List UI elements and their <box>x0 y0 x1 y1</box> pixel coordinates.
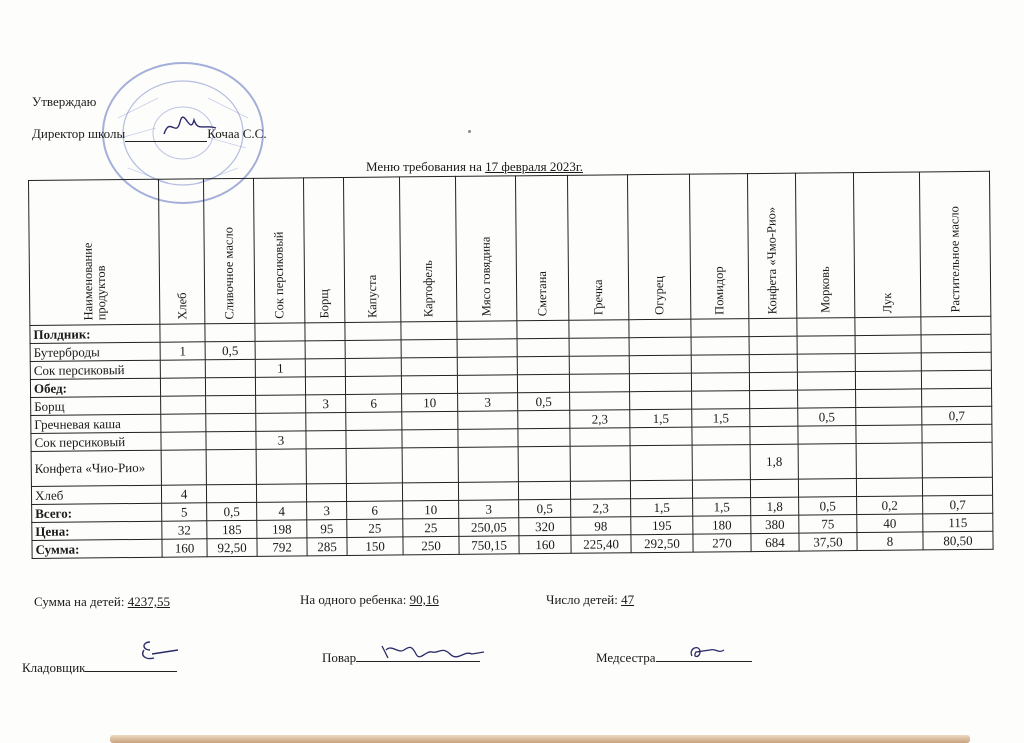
table-cell <box>855 317 921 336</box>
per-child-value: 90,16 <box>409 592 439 607</box>
children-total-value: 4237,55 <box>127 594 170 609</box>
table-cell <box>206 395 256 413</box>
children-count <box>546 592 634 608</box>
table-cell <box>750 390 798 408</box>
row-label: Борщ <box>31 396 161 415</box>
column-header-text: Мясо говядина <box>478 236 494 317</box>
table-cell <box>346 483 402 502</box>
column-header <box>747 173 796 318</box>
column-header-text: Борщ <box>317 288 332 319</box>
table-cell <box>856 425 922 444</box>
per-child <box>300 592 439 608</box>
menu-table-container <box>28 171 980 572</box>
table-cell <box>306 483 346 501</box>
column-header-text: Сок персиковый <box>271 231 287 319</box>
table-cell <box>305 358 345 376</box>
menu-table <box>28 171 994 559</box>
table-cell <box>517 374 569 392</box>
table-cell <box>750 479 798 497</box>
table-cell: 1,5 <box>693 498 751 517</box>
table-cell <box>345 358 401 377</box>
column-header-text: Сметана <box>534 270 550 317</box>
table-cell <box>345 340 401 359</box>
table-cell <box>692 445 750 481</box>
table-cell <box>798 479 856 498</box>
table-cell: 1 <box>160 342 205 360</box>
table-cell: 195 <box>631 516 693 535</box>
column-header <box>455 176 516 322</box>
table-cell <box>570 446 630 482</box>
table-cell <box>306 448 346 483</box>
table-cell <box>256 413 306 431</box>
column-header-text: Помидор <box>711 265 727 315</box>
table-cell: 0,5 <box>519 499 571 517</box>
table-cell: 40 <box>857 514 923 533</box>
title-date: 17 февраля 2023г. <box>485 159 583 174</box>
table-cell: 1,8 <box>751 497 799 515</box>
row-label: Обед: <box>30 378 160 397</box>
table-cell: 750,15 <box>459 536 519 555</box>
table-cell <box>346 412 402 431</box>
table-cell <box>691 373 749 392</box>
table-cell <box>206 431 256 449</box>
table-cell: 25 <box>403 518 459 537</box>
table-cell <box>855 335 921 354</box>
row-label: Конфета «Чио-Рио» <box>31 450 161 486</box>
table-cell: 5 <box>162 503 207 521</box>
table-cell <box>255 341 305 359</box>
table-cell: 185 <box>207 520 257 538</box>
column-header <box>689 174 748 320</box>
table-cell <box>346 430 402 449</box>
table-cell <box>856 443 922 479</box>
table-cell <box>517 338 569 356</box>
storekeeper-label: Кладовщик <box>22 660 86 675</box>
storekeeper-signature-line <box>85 671 177 672</box>
director-label: Директор школы <box>32 126 126 141</box>
table-cell <box>457 321 517 340</box>
table-cell: 225,40 <box>571 535 631 554</box>
table-cell <box>518 481 570 499</box>
table-cell <box>569 320 629 339</box>
table-cell: 25 <box>347 519 403 538</box>
table-cell: 180 <box>693 516 751 535</box>
table-cell: 160 <box>519 535 571 553</box>
column-header <box>303 177 344 322</box>
table-cell <box>457 375 517 394</box>
director-line <box>32 126 267 142</box>
table-cell: 115 <box>923 513 993 532</box>
column-header <box>795 173 854 319</box>
table-cell <box>630 427 692 446</box>
table-cell <box>458 411 518 430</box>
row-label: Сумма: <box>32 539 162 558</box>
table-cell <box>160 378 205 396</box>
table-cell <box>160 360 205 378</box>
table-cell <box>922 388 992 407</box>
table-cell <box>856 407 922 426</box>
table-cell: 1,5 <box>630 409 692 428</box>
table-cell: 0,2 <box>857 496 923 515</box>
nurse-line <box>596 650 752 666</box>
table-cell <box>570 392 630 411</box>
table-cell: 292,50 <box>631 534 693 553</box>
storekeeper-signature <box>132 636 182 664</box>
column-header-text: Огурец <box>651 275 667 316</box>
table-cell: 10 <box>403 500 459 519</box>
table-cell <box>345 322 401 341</box>
table-cell: 0,7 <box>923 495 993 514</box>
column-header-text: Хлеб <box>174 292 189 320</box>
table-cell <box>630 480 692 499</box>
column-header-text: Морковь <box>817 266 833 314</box>
row-label: Хлеб <box>31 485 161 504</box>
children-count-value: 47 <box>621 592 635 607</box>
table-header-row <box>29 171 991 325</box>
table-cell <box>921 316 991 335</box>
table-cell: 250,05 <box>459 518 519 537</box>
table-cell <box>161 414 206 432</box>
table-cell <box>205 377 255 395</box>
table-cell <box>750 408 798 426</box>
table-cell: 160 <box>162 539 207 557</box>
table-cell <box>161 432 206 450</box>
column-header <box>399 176 456 322</box>
column-header <box>343 177 400 323</box>
table-cell <box>256 395 306 413</box>
table-cell: 80,50 <box>923 531 993 550</box>
table-cell <box>255 377 305 395</box>
column-header-text: Лук <box>880 292 895 313</box>
table-cell: 1,5 <box>631 498 693 517</box>
title-prefix: Меню требования на <box>366 159 486 174</box>
table-cell <box>921 352 991 371</box>
column-header-text: Картофель <box>420 260 436 318</box>
table-cell: 684 <box>751 533 799 551</box>
page-title <box>366 159 583 175</box>
row-label: Сок персиковый <box>31 432 161 451</box>
approve-label: Утверждаю <box>32 94 97 109</box>
table-cell <box>161 450 206 485</box>
table-cell <box>518 410 570 428</box>
table-cell: 0,5 <box>799 497 857 516</box>
table-cell: 380 <box>751 515 799 533</box>
corner-header-text: Наименование продуктов <box>80 242 108 321</box>
column-header-text: Капуста <box>364 274 380 318</box>
children-total-label: Сумма на детей: <box>34 594 128 609</box>
table-cell <box>922 477 992 496</box>
table-cell: 1,8 <box>750 444 798 479</box>
table-cell <box>797 336 855 355</box>
nurse-label: Медсестра <box>596 650 656 665</box>
table-cell <box>306 412 346 430</box>
table-cell <box>205 359 255 377</box>
scan-speck <box>468 130 471 133</box>
table-cell: 150 <box>347 537 403 556</box>
table-cell <box>160 324 205 342</box>
table-cell <box>855 371 921 390</box>
table-cell: 10 <box>402 393 458 412</box>
table-cell: 6 <box>347 501 403 520</box>
table-cell <box>256 449 306 484</box>
column-header <box>515 175 568 320</box>
table-cell <box>749 318 797 336</box>
table-cell: 3 <box>256 431 306 449</box>
table-cell <box>797 372 855 391</box>
table-cell <box>798 426 856 445</box>
table-cell <box>922 424 992 443</box>
table-cell <box>630 391 692 410</box>
table-cell: 8 <box>857 532 923 551</box>
table-cell: 32 <box>162 521 207 539</box>
director-signature <box>160 112 220 142</box>
table-cell <box>856 389 922 408</box>
table-cell <box>570 481 630 500</box>
table-cell <box>749 336 797 354</box>
table-cell: 92,50 <box>207 538 257 556</box>
table-cell <box>205 323 255 341</box>
table-cell <box>402 482 458 501</box>
table-cell <box>569 356 629 375</box>
table-cell <box>797 318 855 337</box>
table-cell: 1 <box>255 359 305 377</box>
table-cell <box>922 442 992 478</box>
cook-signature <box>378 640 488 664</box>
table-cell <box>691 355 749 374</box>
table-cell: 250 <box>403 536 459 555</box>
table-cell <box>206 484 256 502</box>
column-header <box>919 171 990 317</box>
cook-label: Повар <box>322 650 357 665</box>
table-cell: 4 <box>257 502 307 520</box>
table-cell <box>629 319 691 338</box>
table-cell <box>629 337 691 356</box>
table-cell: 3 <box>307 501 347 519</box>
children-count-label: Число детей: <box>546 592 622 607</box>
table-cell: 0,7 <box>922 406 992 425</box>
table-cell: 2,3 <box>570 410 630 429</box>
table-cell: 3 <box>458 393 518 412</box>
table-cell <box>458 447 518 483</box>
column-header-text: Конфета «Чмо-Рио» <box>764 206 780 314</box>
table-cell: 0,5 <box>207 502 257 520</box>
table-cell <box>569 374 629 393</box>
table-cell: 4 <box>161 485 206 503</box>
table-cell <box>346 448 402 484</box>
corner-header <box>29 179 160 325</box>
table-cell <box>798 444 856 480</box>
table-cell <box>305 322 345 340</box>
table-cell: 285 <box>307 537 347 555</box>
table-cell <box>305 376 345 394</box>
table-cell: 320 <box>519 517 571 535</box>
table-cell <box>518 446 570 481</box>
row-label: Сок персиковый <box>30 360 160 379</box>
table-cell <box>206 413 256 431</box>
table-cell: 37,50 <box>799 533 857 552</box>
table-cell <box>401 339 457 358</box>
table-cell <box>457 357 517 376</box>
table-cell <box>401 321 457 340</box>
table-cell <box>629 373 691 392</box>
table-cell <box>630 445 692 481</box>
column-header-text: Сливочное масло <box>221 226 237 320</box>
table-cell <box>401 357 457 376</box>
table-cell: 3 <box>306 394 346 412</box>
table-cell: 1,5 <box>692 409 750 428</box>
scan-edge-strip <box>110 735 970 743</box>
table-cell <box>921 334 991 353</box>
table-cell: 0,5 <box>798 408 856 427</box>
table-cell <box>518 428 570 446</box>
table-cell <box>402 447 458 483</box>
table-cell <box>517 320 569 338</box>
table-cell <box>629 355 691 374</box>
table-cell <box>569 338 629 357</box>
row-label: Гречневая каша <box>31 414 161 433</box>
column-header <box>158 179 204 324</box>
row-label: Всего: <box>32 503 162 522</box>
table-cell <box>749 354 797 372</box>
table-cell: 0,5 <box>518 392 570 410</box>
table-cell <box>855 353 921 372</box>
column-header <box>253 178 304 323</box>
table-cell <box>570 428 630 447</box>
director-name: Кочаа С.С. <box>207 126 267 141</box>
table-cell: 3 <box>459 500 519 519</box>
table-cell <box>691 337 749 356</box>
table-cell <box>692 480 750 499</box>
table-cell: 0,5 <box>205 341 255 359</box>
row-label: Цена: <box>32 521 162 540</box>
table-cell <box>921 370 991 389</box>
table-cell <box>457 339 517 358</box>
children-total <box>34 594 170 610</box>
table-cell: 75 <box>799 515 857 534</box>
table-cell <box>856 478 922 497</box>
column-header <box>567 175 628 321</box>
table-cell <box>402 429 458 448</box>
table-cell <box>517 356 569 374</box>
table-cell <box>255 323 305 341</box>
table-cell <box>401 375 457 394</box>
table-cell: 95 <box>307 519 347 537</box>
row-label: Полдник: <box>30 324 160 343</box>
table-cell <box>692 427 750 446</box>
table-cell <box>798 390 856 409</box>
table-cell: 6 <box>346 394 402 413</box>
per-child-label: На одного ребенка: <box>300 592 410 607</box>
table-cell <box>750 426 798 444</box>
table-cell <box>402 411 458 430</box>
table-cell <box>256 484 306 502</box>
table-body <box>30 316 993 558</box>
column-header-text: Растительное масло <box>947 205 963 313</box>
table-cell <box>345 376 401 395</box>
table-cell <box>306 430 346 448</box>
table-cell: 2,3 <box>571 499 631 518</box>
table-cell <box>305 340 345 358</box>
table-cell: 270 <box>693 534 751 553</box>
table-cell <box>206 449 256 484</box>
table-cell: 98 <box>571 517 631 536</box>
table-cell <box>797 354 855 373</box>
column-header-text: Гречка <box>590 279 606 316</box>
row-label: Бутерброды <box>30 342 160 361</box>
table-cell <box>458 429 518 448</box>
table-cell <box>458 482 518 501</box>
column-header <box>203 178 254 323</box>
column-header <box>627 174 690 320</box>
column-header <box>853 172 920 318</box>
table-cell <box>161 396 206 414</box>
table-cell <box>692 391 750 410</box>
nurse-signature <box>686 642 726 662</box>
table-cell: 792 <box>257 538 307 556</box>
table-cell <box>749 372 797 390</box>
table-cell: 198 <box>257 520 307 538</box>
table-cell <box>691 319 749 338</box>
